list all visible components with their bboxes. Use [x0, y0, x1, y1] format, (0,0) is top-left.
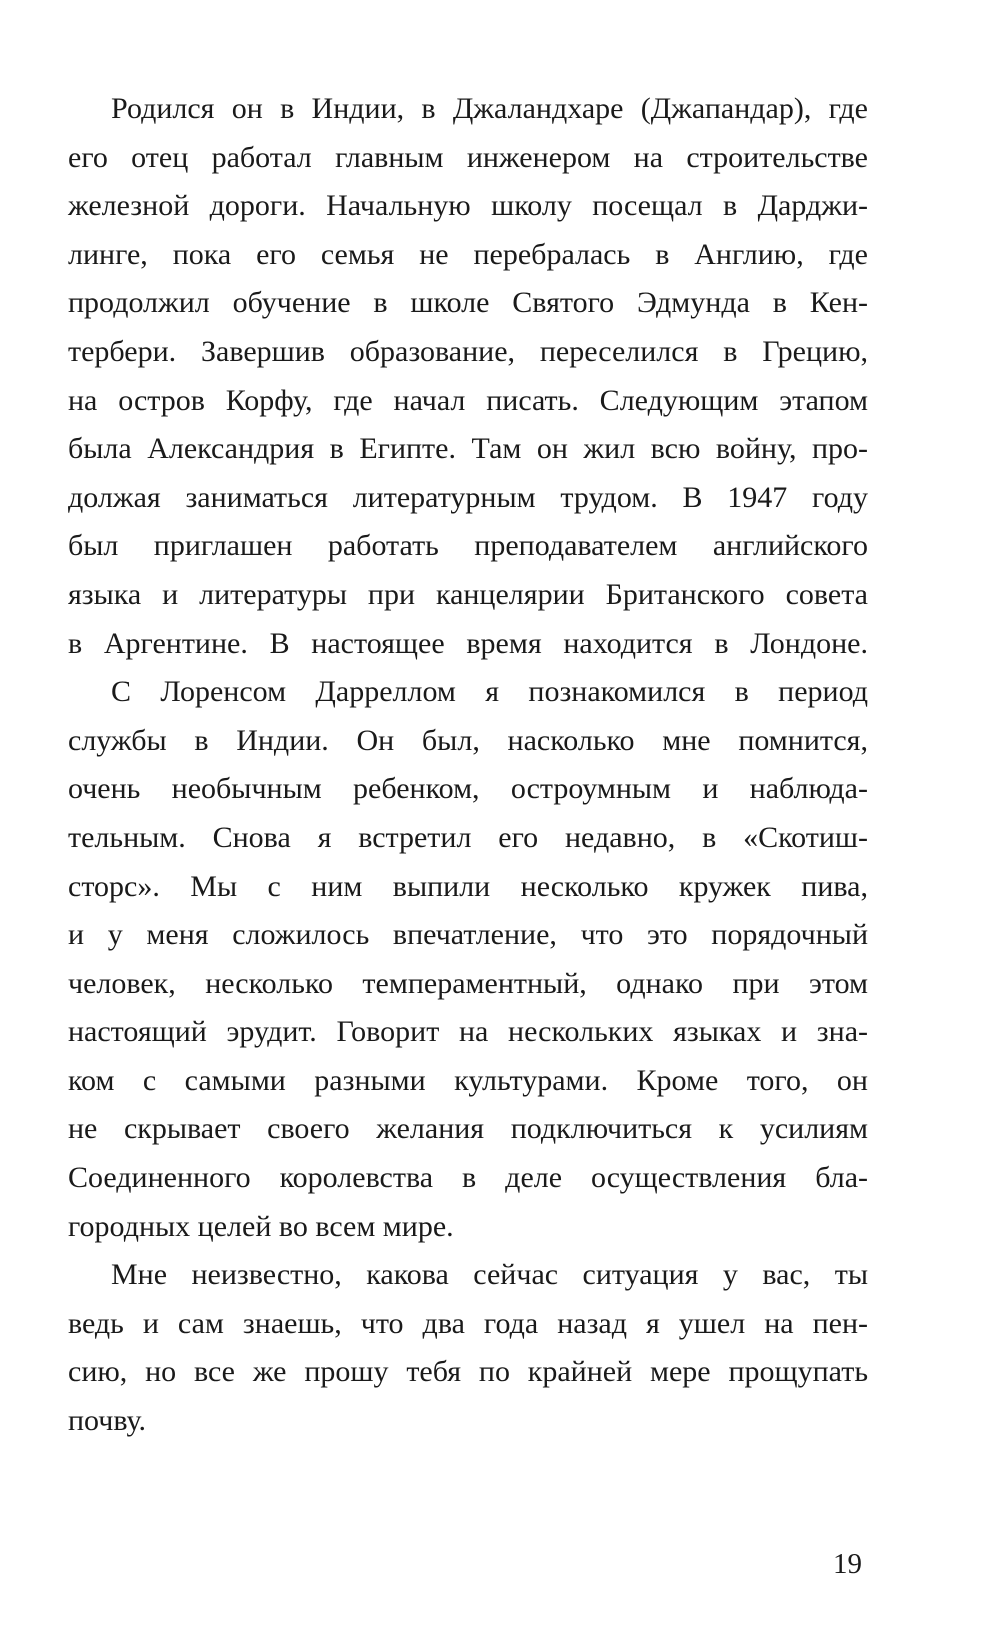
paragraph-2-line-2: службы в Индии. Он был, насколько мне помнится, [68, 723, 868, 757]
paragraph-2-line-4: тельным. Снова я встретил его недавно, в «Скотиш- [68, 820, 868, 854]
paragraph-1-line-7: на остров Корфу, где начал писать. Следующим этапом [68, 383, 868, 417]
paragraph-1-line-10: был приглашен работать преподавателем английского [68, 529, 868, 563]
paragraph-1-line-8: была Александрия в Египте. Там он жил всю войну, про- [68, 432, 868, 466]
paragraph-1-line-11: языка и литературы при канцелярии Британского совета [68, 577, 868, 611]
paragraph-1-line-2: его отец работал главным инженером на строительстве [68, 140, 868, 174]
paragraph-2-line-5: сторс». Мы с ним выпили несколько кружек пива, [68, 869, 868, 903]
paragraph-3-line-4: почву. [68, 1404, 147, 1438]
paragraph-2-line-11: Соединенного королевства в деле осуществления бла- [68, 1161, 868, 1195]
paragraph-2-line-7: человек, несколько темпераментный, однако при этом [68, 966, 868, 1000]
page-number: 19 [833, 1548, 862, 1580]
paragraph-2-line-3: очень необычным ребенком, остроумным и наблюда- [68, 772, 868, 806]
paragraph-3-line-3: сию, но все же прошу тебя по крайней мере прощупать [68, 1355, 868, 1389]
paragraph-2-line-1: С Лоренсом Дарреллом я познакомился в период [111, 675, 868, 709]
paragraph-2-line-12: городных целей во всем мире. [68, 1209, 454, 1243]
paragraph-1-line-1: Родился он в Индии, в Джаландхаре (Джапандар), где [111, 92, 868, 125]
paragraph-3-line-1: Мне неизвестно, какова сейчас ситуация у вас, ты [111, 1258, 868, 1292]
paragraph-1-line-4: линге, пока его семья не перебралась в Англию, где [68, 237, 868, 271]
paragraph-1-line-5: продолжил обучение в школе Святого Эдмунда в Кен- [68, 286, 868, 320]
paragraph-1-line-3: железной дороги. Начальную школу посещал в Дарджи- [68, 189, 868, 223]
paragraph-2-line-8: настоящий эрудит. Говорит на нескольких языках и зна- [68, 1015, 868, 1049]
paragraph-1-line-12: в Аргентине. В настоящее время находится в Лондоне. [68, 626, 868, 660]
paragraph-3-line-2: ведь и сам знаешь, что два года назад я ушел на пен- [68, 1306, 868, 1340]
paragraph-1-line-6: тербери. Завершив образование, переселился в Грецию, [68, 334, 868, 368]
paragraph-2-line-10: не скрывает своего желания подключиться к усилиям [68, 1112, 868, 1146]
paragraph-2-line-6: и у меня сложилось впечатление, что это порядочный [68, 918, 868, 952]
paragraph-2-line-9: ком с самыми разными культурами. Кроме того, он [68, 1063, 868, 1097]
body-text [68, 85, 868, 1446]
paragraph-1-line-9: должая заниматься литературным трудом. В 1947 году [68, 480, 868, 514]
